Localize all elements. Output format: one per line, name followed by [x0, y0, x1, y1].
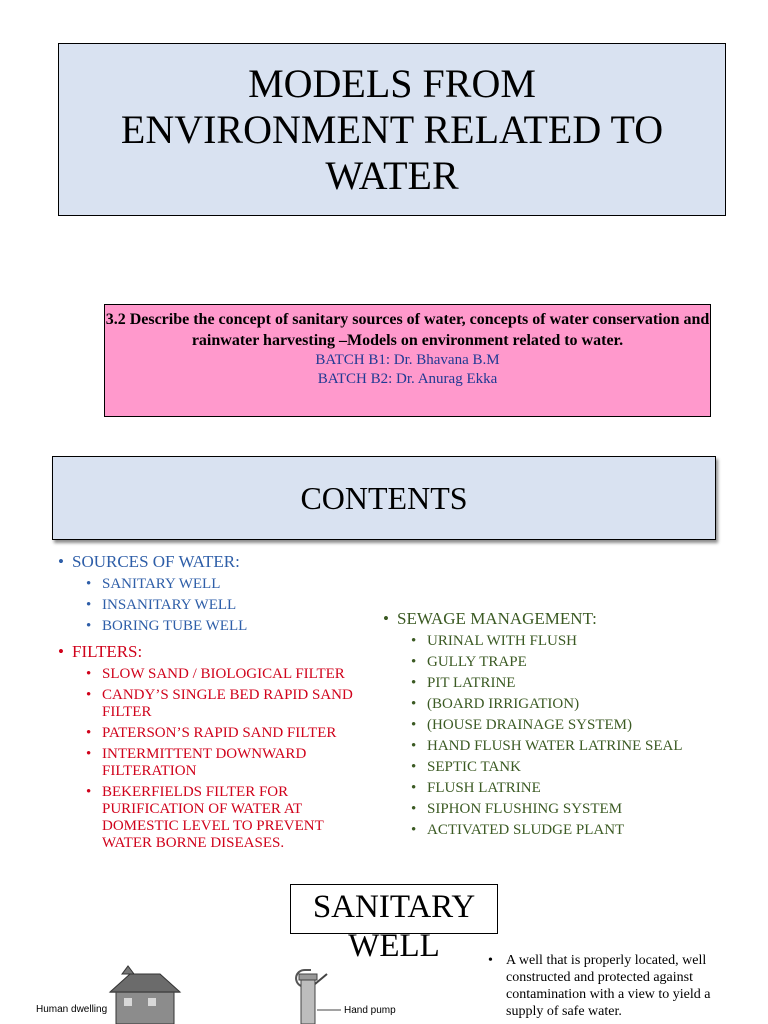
objective-box [104, 304, 711, 417]
sanitary-well-heading: SANITARY [312, 889, 476, 925]
filters-heading: • FILTERS: [56, 641, 386, 662]
bullet-icon: • [488, 953, 493, 968]
page-title: MODELS FROM ENVIRONMENT RELATED TO WATER [120, 60, 664, 198]
sewage-list [381, 633, 761, 839]
sources-list [56, 576, 386, 635]
list-item: • SEPTIC TANK [381, 759, 761, 776]
house-caption: Human dwelling [36, 1004, 108, 1015]
batch-b1: BATCH B1: Dr. Bhavana B.M [315, 352, 500, 368]
list-item: • INTERMITTENT DOWNWARD FILTERATION [56, 746, 362, 780]
contents-heading: CONTENTS [300, 479, 468, 516]
house-illustration [100, 962, 190, 1024]
list-item: • SIPHON FLUSHING SYSTEM [381, 801, 761, 818]
list-item: • SANITARY WELL [56, 576, 386, 593]
contents-right-column [381, 608, 761, 839]
list-item: • HAND FLUSH WATER LATRINE SEAL [381, 738, 761, 755]
list-item: • FLUSH LATRINE [381, 780, 761, 797]
list-item: • BORING TUBE WELL [56, 618, 386, 635]
list-item: • (BOARD IRRIGATION) [381, 696, 761, 713]
hand-pump-illustration [283, 964, 343, 1024]
list-item: • GULLY TRAPE [381, 654, 761, 671]
list-item: • CANDY’S SINGLE BED RAPID SAND FILTER [56, 687, 392, 721]
list-item: • INSANITARY WELL [56, 597, 386, 614]
list-item: • PATERSON’S RAPID SAND FILTER [56, 725, 386, 742]
list-item: • (HOUSE DRAINAGE SYSTEM) [381, 717, 761, 734]
contents-box [52, 456, 716, 540]
list-item: • SLOW SAND / BIOLOGICAL FILTER [56, 666, 386, 683]
contents-left-column [56, 551, 386, 852]
list-item: • PIT LATRINE [381, 675, 761, 692]
list-item: • URINAL WITH FLUSH [381, 633, 761, 650]
title-box [58, 43, 726, 216]
sanitary-well-heading-line2: WELL [348, 928, 440, 964]
filters-list [56, 666, 386, 852]
sources-heading: • SOURCES OF WATER: [56, 551, 386, 572]
sewage-heading: • SEWAGE MANAGEMENT: [381, 608, 761, 629]
list-item: • BEKERFIELDS FILTER FOR PURIFICATION OF WATER AT DOMESTIC LEVEL TO PREVENT WATER BORNE DISEASES. [56, 784, 372, 852]
sanitary-well-description: • A well that is properly located, well constructed and protected against contamination with a view to yield a supply of safe water. [488, 953, 711, 1019]
batch-b2: BATCH B2: Dr. Anurag Ekka [317, 371, 498, 387]
objective-text: 3.2 Describe the concept of sanitary sources of water, concepts of water conservation and rainwater harvesting –Models on environment related to water. [105, 311, 710, 349]
hand-pump-caption: Hand pump [344, 1005, 396, 1016]
list-item: • ACTIVATED SLUDGE PLANT [381, 822, 761, 839]
sanitary-well-heading-box [290, 884, 498, 964]
